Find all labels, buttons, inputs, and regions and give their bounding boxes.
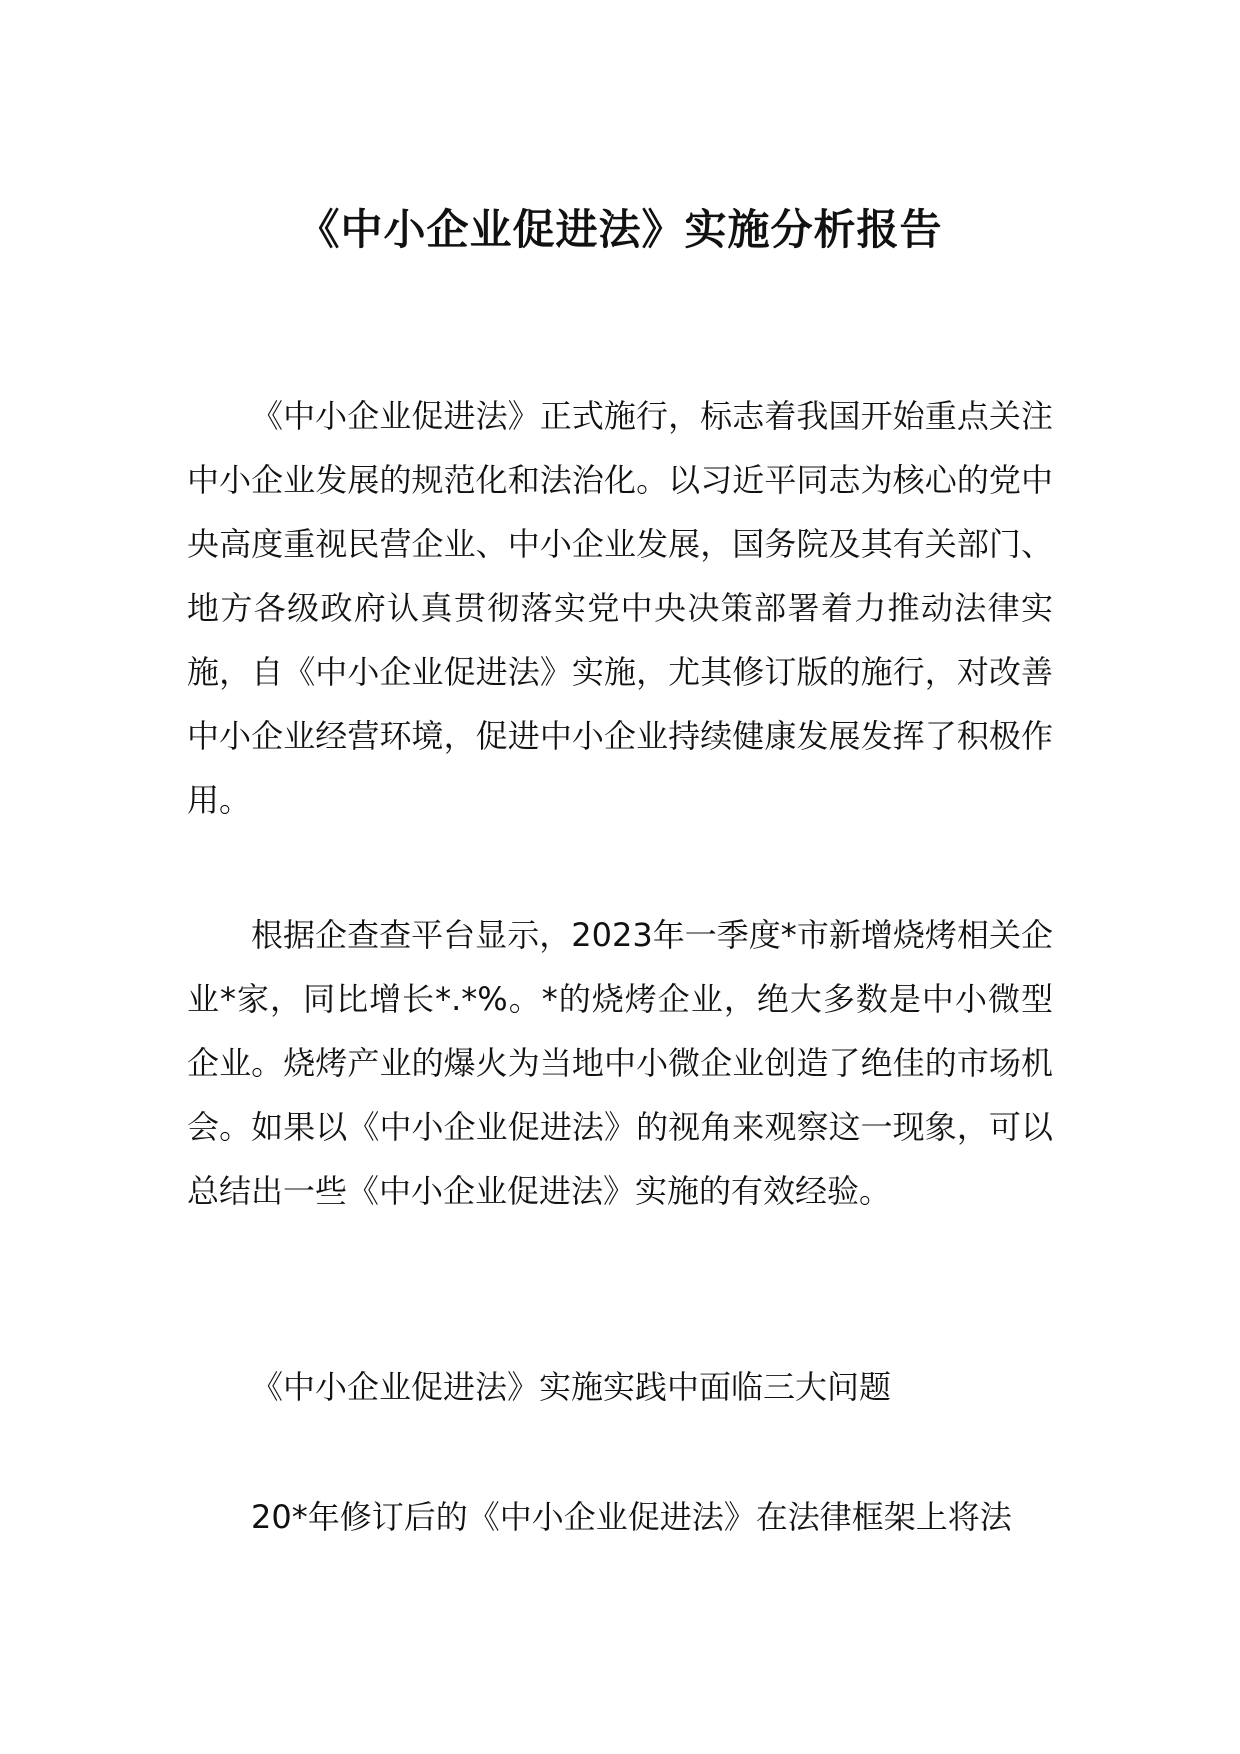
section-heading: 《中小企业促进法》实施实践中面临三大问题 <box>251 1368 892 1406</box>
paragraph-revision: 20*年修订后的《中小企业促进法》在法律框架上将法 <box>251 1498 1012 1536</box>
document-title: 《中小企业促进法》实施分析报告 <box>297 205 943 254</box>
paragraph-statistics: 根据企查查平台显示，2023年一季度*市新增烧烤相关企业*家，同比增长*.*%。*的烧烤企业，绝大多数是中小微型企业。烧烤产业的爆火为当地中小微企业创造了绝佳的市场机会。如果以《中小企业促进法》的视角来观察这一现象，可以总结出一些《中小企业促进法》实施的有效经验。 <box>187 916 1053 1210</box>
paragraph-intro: 《中小企业促进法》正式施行，标志着我国开始重点关注中小企业发展的规范化和法治化。以习近平同志为核心的党中央高度重视民营企业、中小企业发展，国务院及其有关部门、地方各级政府认真贯彻落实党中央决策部署着力推动法律实施，自《中小企业促进法》实施，尤其修订版的施行，对改善中小企业经营环境，促进中小企业持续健康发展发挥了积极作用。 <box>187 397 1053 819</box>
